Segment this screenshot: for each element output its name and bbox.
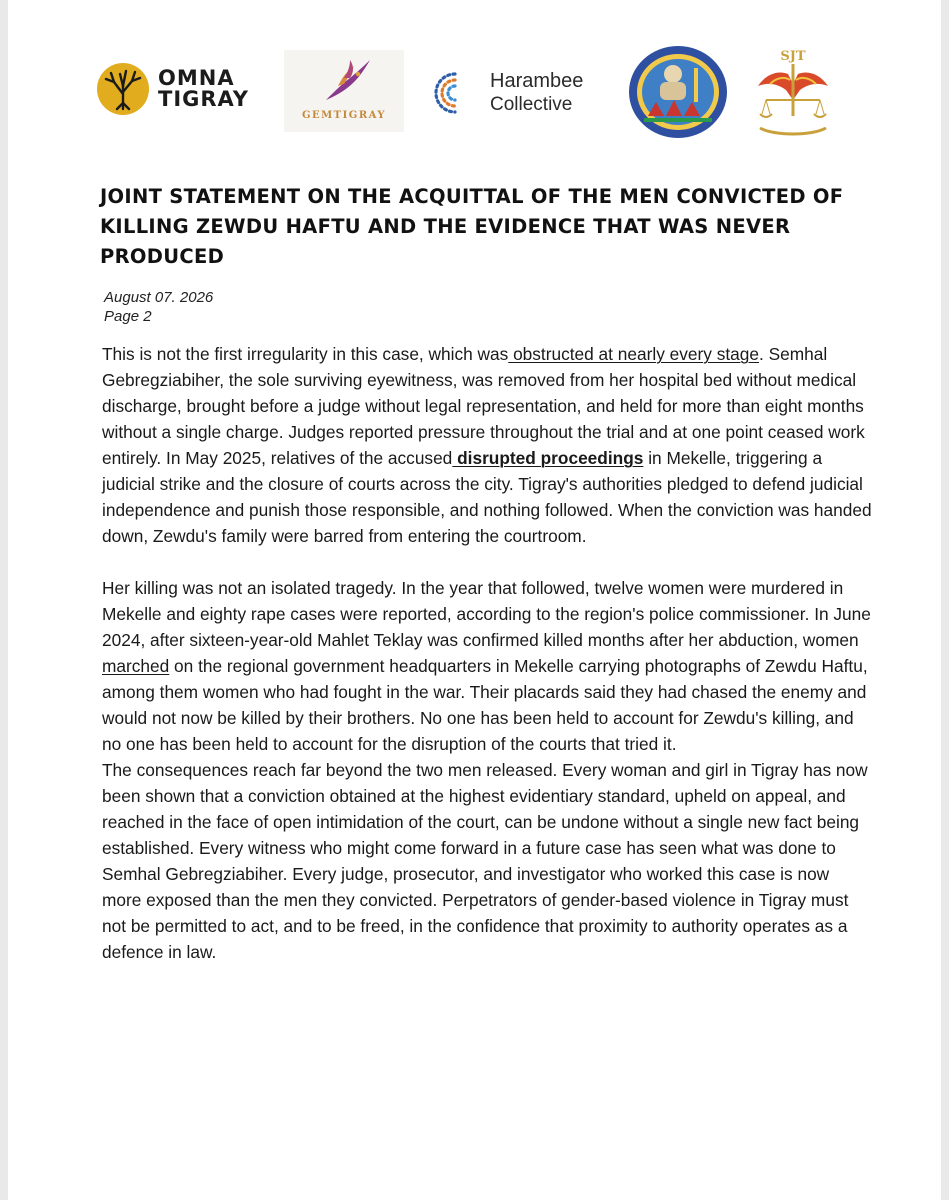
statement-body bbox=[102, 341, 872, 965]
bird-icon bbox=[320, 56, 374, 106]
omna-word: OMNA bbox=[158, 66, 235, 90]
paragraph-3: The consequences reach far beyond the two men released. Every woman and girl in Tigray has now been shown that a conviction obtained at the highest evidentiary standard, upheld on appeal, and reached in the face of open intimidation of the court, can be undone without a single new fact being established. Every witness who might come forward in a future case has seen what was done to Semhal Gebregziabiher. Every judge, prosecutor, and investigator who worked this case is now more exposed than the men they convicted. Perpetrators of gender-based violence in Tigray must not be permitted to act, and to be freed, in the confidence that proximity to authority operates as a defence in law. bbox=[102, 760, 868, 962]
gemtigray-logo bbox=[284, 50, 404, 132]
sjt-text: SJT bbox=[780, 49, 806, 64]
omna-tigray-logo bbox=[96, 62, 266, 118]
link-disrupted-proceedings[interactable]: disrupted proceedings bbox=[452, 448, 644, 468]
harambee-dots-icon bbox=[432, 70, 478, 116]
tigray-word: TIGRAY bbox=[158, 87, 249, 111]
collective-word: Collective bbox=[490, 94, 573, 115]
harambee-collective-logo bbox=[432, 66, 612, 116]
paragraph-1-text-c: in Mekelle, triggering a judicial strike and the closure of courts across the city. Tigray's authorities pledged to defend judicial independence and punish those responsible, and nothing followed. When the conviction was handed down, Zewdu's family were barred from entering the courtroom. bbox=[102, 448, 872, 546]
paragraph-1 bbox=[102, 341, 872, 549]
paragraph-2-text-a: Her killing was not an isolated tragedy. In the year that followed, twelve women were murdered in Mekelle and eighty rape cases were reported, according to the region's police commissioner. In June 2024, after sixteen-year-old Mahlet Teklay was confirmed killed months after her abduction, women bbox=[102, 578, 871, 650]
statement-title: JOINT STATEMENT ON THE ACQUITTAL OF THE MEN CONVICTED OF KILLING ZEWDU HAFTU AND THE EVIDENCE THAT WAS NEVER PRODUCED bbox=[100, 185, 844, 268]
omna-tigray-wordmark bbox=[158, 68, 249, 110]
partner-logos bbox=[8, 40, 941, 140]
paragraph-2-text-b: on the regional government headquarters in Mekelle carrying photographs of Zewdu Haftu, among them women who had fought in the war. Their placards said they had chased the enemy and would not now be killed by their brothers. No one has been held to account for Zewdu's killing, and no one has been held to account for the disruption of the courts that tried it. bbox=[102, 656, 868, 754]
document-page bbox=[8, 0, 941, 1200]
gemtigray-wordmark: GEMTIGRAY bbox=[301, 110, 387, 121]
statement-meta bbox=[104, 288, 213, 326]
statement-date: August 07. 2026 bbox=[104, 289, 214, 306]
link-marched[interactable]: marched bbox=[102, 656, 170, 676]
link-obstructed[interactable]: obstructed at nearly every stage bbox=[508, 344, 759, 364]
paragraph-2 bbox=[102, 575, 872, 757]
scales-icon bbox=[752, 44, 834, 140]
paragraph-1-text-b: . Semhal Gebregziabiher, the sole surviving eyewitness, was removed from her hospital bed without medical discharge, brought before a judge without legal representation, and held for more than eight months without a single charge. Judges reported pressure throughout the trial and at one point ceased work entirely. In May 2025, relatives of the accused bbox=[102, 344, 865, 468]
sjt-logo bbox=[752, 44, 834, 140]
harambee-word: Harambee bbox=[490, 70, 584, 92]
tree-icon bbox=[96, 62, 150, 116]
paragraph-1-text-a: This is not the first irregularity in this case, which was bbox=[102, 344, 509, 364]
page-number: Page 2 bbox=[104, 308, 152, 325]
association-seal-logo bbox=[626, 44, 730, 140]
